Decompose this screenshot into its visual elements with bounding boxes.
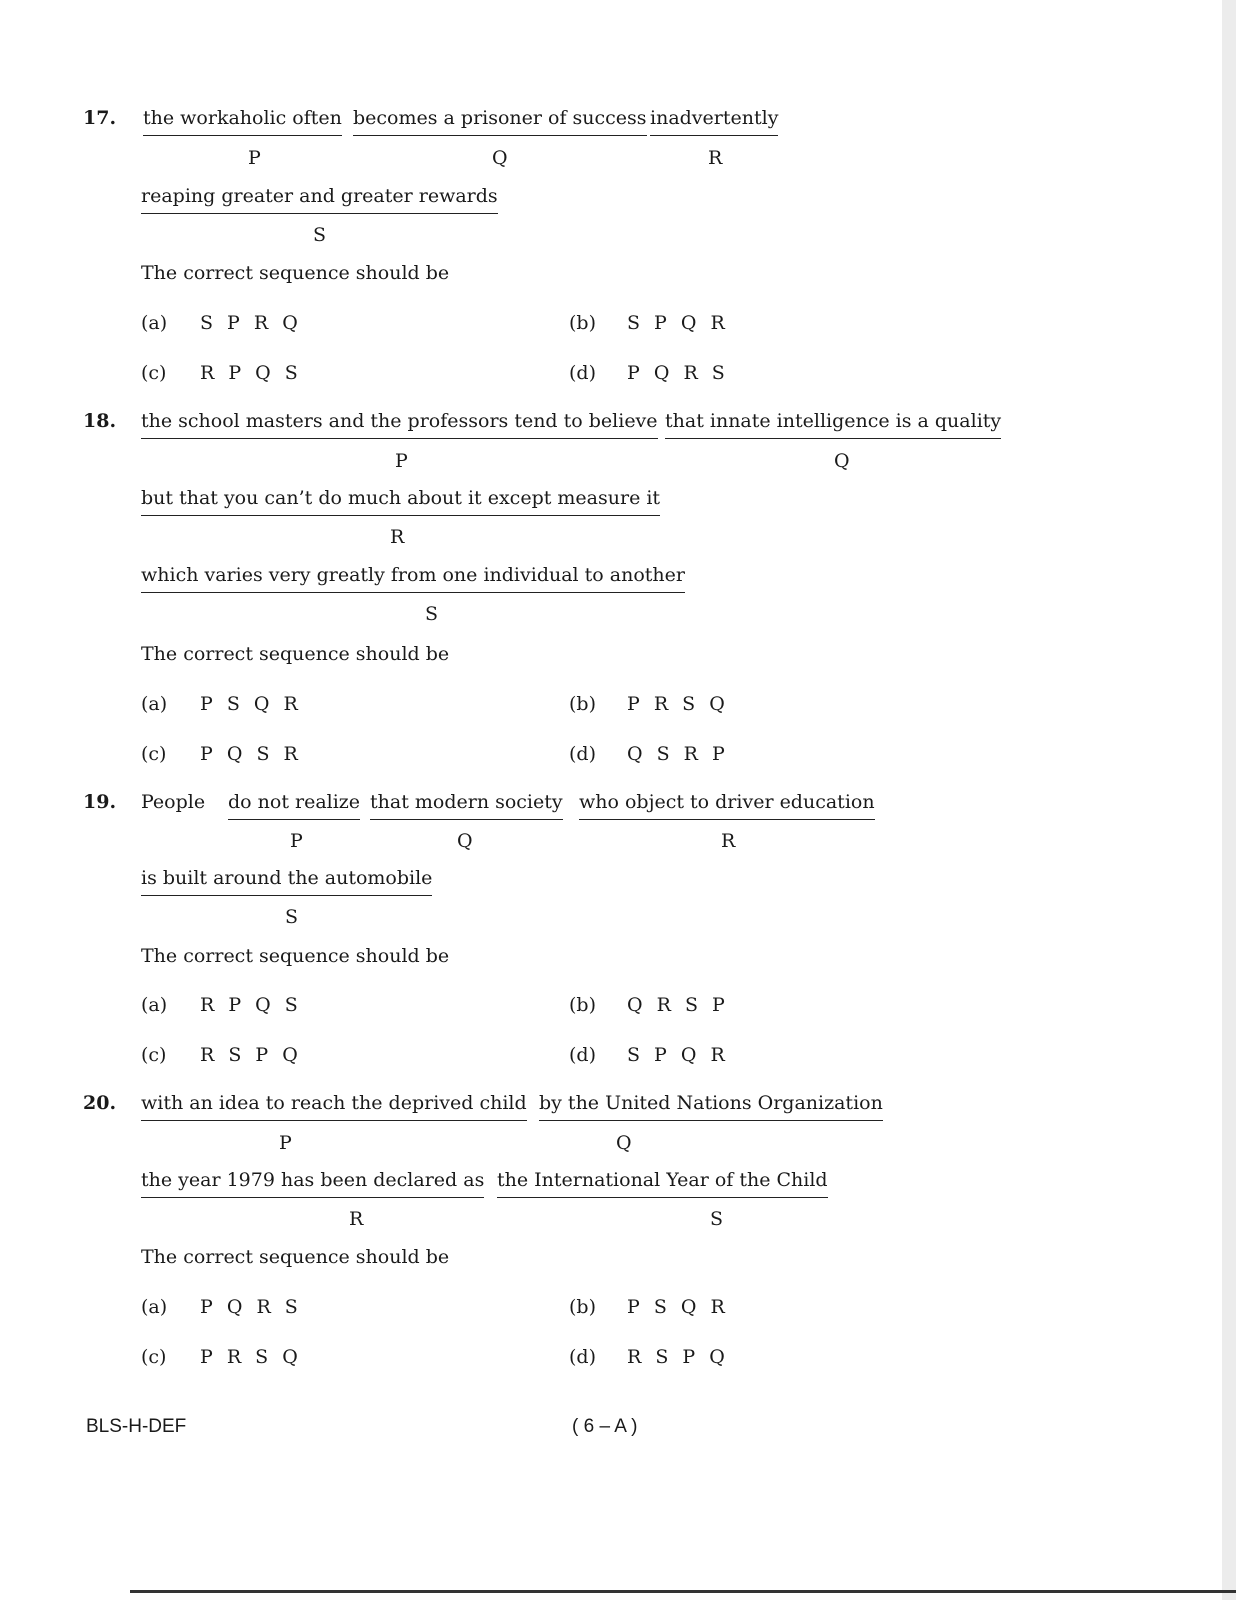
segment-r: inadvertently: [650, 107, 778, 136]
page-edge-shadow: [1222, 0, 1236, 1600]
option-d-sequence: R S P Q: [627, 1346, 729, 1368]
label-r: R: [349, 1208, 364, 1230]
option-d[interactable]: [569, 1346, 596, 1368]
option-b-sequence: P R S Q: [627, 693, 729, 715]
option-b[interactable]: [569, 693, 596, 715]
label-p: P: [248, 147, 261, 169]
question-number: 20.: [83, 1092, 117, 1114]
option-d-sequence: P Q R S: [627, 362, 729, 384]
question-number: 18.: [83, 410, 117, 432]
segment-p: with an idea to reach the deprived child: [141, 1092, 527, 1121]
label-q: Q: [492, 147, 508, 169]
option-a-sequence: P Q R S: [200, 1296, 302, 1318]
option-key: (a): [141, 994, 168, 1016]
option-key: (b): [569, 1296, 596, 1318]
option-key: (b): [569, 693, 596, 715]
sequence-prompt: The correct sequence should be: [141, 262, 450, 284]
bottom-scan-edge: [130, 1590, 1236, 1593]
segment-s: which varies very greatly from one individual to another: [141, 564, 685, 593]
option-b-sequence: P S Q R: [627, 1296, 729, 1318]
option-key: (b): [569, 994, 596, 1016]
label-s: S: [285, 906, 299, 928]
label-r: R: [721, 830, 736, 852]
segment-q: that innate intelligence is a quality: [665, 410, 1001, 439]
label-q: Q: [834, 450, 850, 472]
label-r: R: [390, 526, 405, 548]
option-key: (c): [141, 362, 167, 384]
option-key: (c): [141, 743, 167, 765]
segment-r: but that you can’t do much about it except measure it: [141, 487, 660, 516]
option-c-sequence: R P Q S: [200, 362, 302, 384]
segment-p: the school masters and the professors tend to believe: [141, 410, 658, 439]
option-c-sequence: P R S Q: [200, 1346, 302, 1368]
sequence-prompt: The correct sequence should be: [141, 643, 450, 665]
page-number: ( 6 – A ): [572, 1416, 638, 1437]
option-d[interactable]: [569, 362, 596, 384]
segment-s: is built around the automobile: [141, 867, 432, 896]
option-a-sequence: P S Q R: [200, 693, 302, 715]
question-number: 17.: [83, 107, 117, 129]
label-s: S: [710, 1208, 724, 1230]
segment-s: reaping greater and greater rewards: [141, 185, 498, 214]
option-d[interactable]: [569, 1044, 596, 1066]
option-c[interactable]: [141, 743, 166, 765]
segment-q: becomes a prisoner of success: [353, 107, 647, 136]
option-d[interactable]: [569, 743, 596, 765]
option-d-sequence: S P Q R: [627, 1044, 729, 1066]
option-d-sequence: Q S R P: [627, 743, 729, 765]
option-c[interactable]: [141, 1044, 166, 1066]
option-a[interactable]: [141, 994, 167, 1016]
option-c[interactable]: [141, 362, 166, 384]
segment-q: that modern society: [370, 791, 563, 820]
option-key: (b): [569, 312, 596, 334]
segment-r: who object to driver education: [579, 791, 875, 820]
option-a-sequence: S P R Q: [200, 312, 302, 334]
sequence-prompt: The correct sequence should be: [141, 945, 450, 967]
option-b[interactable]: [569, 312, 596, 334]
segment-r: the year 1979 has been declared as: [141, 1169, 484, 1198]
sentence-intro: People: [141, 791, 206, 813]
segment-p: do not realize: [228, 791, 360, 820]
option-key: (d): [569, 1346, 596, 1368]
label-s: S: [425, 603, 439, 625]
option-key: (a): [141, 1296, 168, 1318]
label-s: S: [313, 224, 327, 246]
option-b[interactable]: [569, 1296, 596, 1318]
option-b[interactable]: [569, 994, 596, 1016]
label-r: R: [708, 147, 723, 169]
label-p: P: [395, 450, 408, 472]
option-c-sequence: P Q S R: [200, 743, 302, 765]
option-key: (d): [569, 743, 596, 765]
option-a[interactable]: [141, 312, 167, 334]
option-c[interactable]: [141, 1346, 166, 1368]
option-c-sequence: R S P Q: [200, 1044, 302, 1066]
segment-s: the International Year of the Child: [497, 1169, 828, 1198]
option-b-sequence: Q R S P: [627, 994, 729, 1016]
option-key: (a): [141, 693, 168, 715]
label-q: Q: [457, 830, 473, 852]
question-number: 19.: [83, 791, 117, 813]
option-key: (a): [141, 312, 168, 334]
segment-p: the workaholic often: [143, 107, 342, 136]
option-key: (c): [141, 1044, 167, 1066]
option-key: (d): [569, 362, 596, 384]
option-b-sequence: S P Q R: [627, 312, 729, 334]
option-key: (c): [141, 1346, 167, 1368]
sequence-prompt: The correct sequence should be: [141, 1246, 450, 1268]
option-a[interactable]: [141, 1296, 167, 1318]
label-p: P: [290, 830, 303, 852]
label-p: P: [279, 1132, 292, 1154]
segment-q: by the United Nations Organization: [539, 1092, 883, 1121]
label-q: Q: [616, 1132, 632, 1154]
option-key: (d): [569, 1044, 596, 1066]
option-a[interactable]: [141, 693, 167, 715]
booklet-code: BLS-H-DEF: [86, 1416, 187, 1437]
option-a-sequence: R P Q S: [200, 994, 302, 1016]
